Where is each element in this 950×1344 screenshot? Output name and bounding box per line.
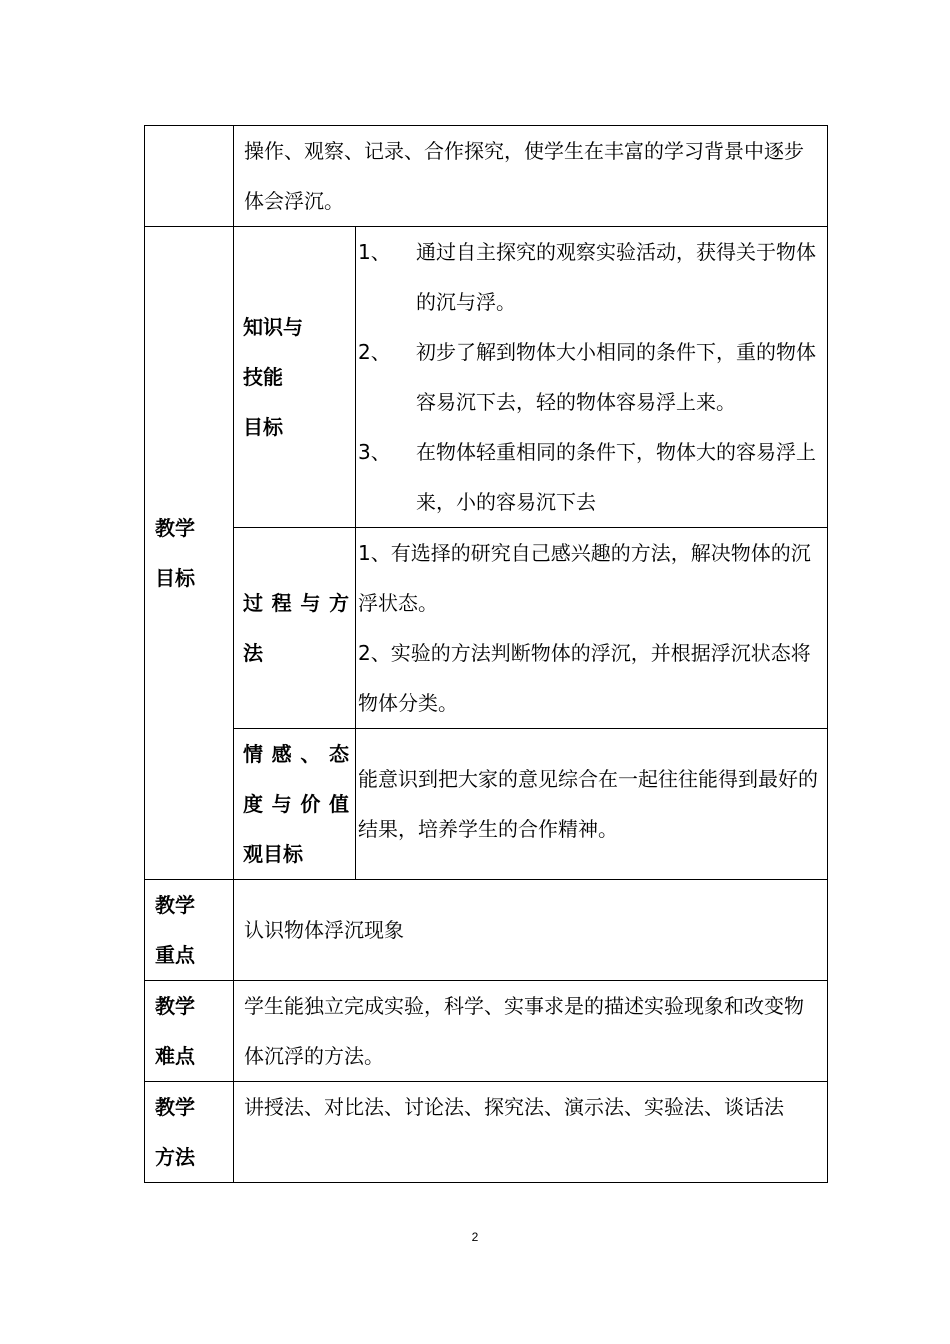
process-goal-row [145,528,828,729]
knowledge-goal-row [145,227,828,528]
focus-row [145,880,828,981]
knowledge-goal-label-line: 目标 [243,415,283,439]
knowledge-goal-item [358,427,825,527]
item-text: 通过自主探究的观察实验活动，获得关于物体的沉与浮。 [416,240,816,314]
item-number: 1、 [358,240,391,264]
knowledge-goal-label-line: 技能 [243,365,283,389]
focus-label-line: 重点 [155,943,195,967]
process-goal-item: 1、有选择的研究自己感兴趣的方法，解决物体的沉浮状态。 [358,541,811,615]
process-goal-label-line: 法 [243,641,263,665]
teaching-goal-label-line: 教学 [155,516,195,540]
difficulty-label-line: 难点 [155,1044,195,1068]
process-goal-item: 2、实验的方法判断物体的浮沉，并根据浮沉状态将物体分类。 [358,641,811,715]
intro-content [234,126,828,227]
method-content [234,1082,828,1183]
focus-label-line: 教学 [155,893,195,917]
emotion-goal-label [234,729,356,880]
knowledge-goal-content [356,227,828,528]
emotion-goal-label-line: 情感、态 [243,742,349,766]
intro-label-cell [145,126,234,227]
item-number: 3、 [358,440,391,464]
method-label-line: 教学 [155,1095,195,1119]
teaching-goal-label [145,227,234,880]
emotion-goal-row [145,729,828,880]
emotion-goal-text: 能意识到把大家的意见综合在一起往往能得到最好的结果，培养学生的合作精神。 [358,767,818,841]
page-number: 2 [471,1230,479,1244]
teaching-goal-label-line: 目标 [155,566,195,590]
item-number: 2、 [358,340,391,364]
method-label [145,1082,234,1183]
focus-text: 认识物体浮沉现象 [244,918,404,942]
difficulty-row [145,981,828,1082]
process-goal-content [356,528,828,729]
difficulty-label-line: 教学 [155,994,195,1018]
knowledge-goal-label-line: 知识与 [243,315,303,339]
difficulty-text: 学生能独立完成实验，科学、实事求是的描述实验现象和改变物体沉浮的方法。 [244,994,804,1068]
knowledge-goal-item [358,227,825,327]
method-label-line: 方法 [155,1145,195,1169]
difficulty-label [145,981,234,1082]
emotion-goal-content [356,729,828,880]
knowledge-goal-item [358,327,825,427]
focus-content [234,880,828,981]
method-row [145,1082,828,1183]
item-text: 初步了解到物体大小相同的条件下，重的物体容易沉下去，轻的物体容易浮上来。 [416,340,816,414]
method-text: 讲授法、对比法、讨论法、探究法、演示法、实验法、谈话法 [244,1095,784,1119]
process-goal-label [234,528,356,729]
intro-row [145,126,828,227]
focus-label [145,880,234,981]
difficulty-content [234,981,828,1082]
knowledge-goal-label [234,227,356,528]
emotion-goal-label-line: 观目标 [243,842,303,866]
process-goal-label-line: 过程与方 [243,591,349,615]
intro-text: 操作、观察、记录、合作探究，使学生在丰富的学习背景中逐步体会浮沉。 [244,139,804,213]
item-text: 在物体轻重相同的条件下，物体大的容易浮上来，小的容易沉下去 [416,440,816,514]
emotion-goal-label-line: 度与价值 [243,792,349,816]
lesson-plan-table [144,125,828,1183]
